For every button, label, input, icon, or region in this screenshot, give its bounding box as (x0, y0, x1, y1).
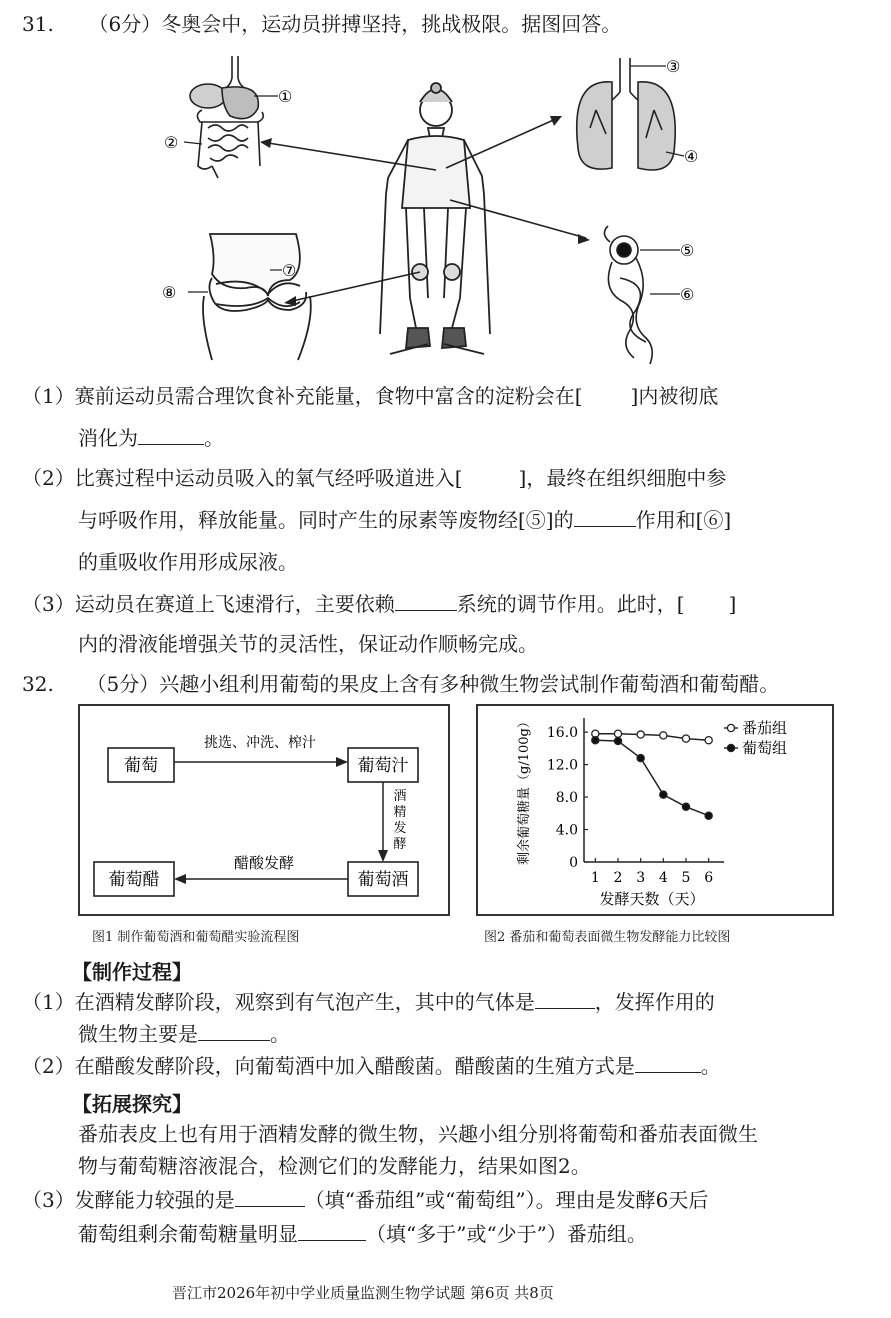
nephron-illustration (604, 226, 652, 364)
q32-sub1-text-a: 在酒精发酵阶段，观察到有气泡产生，其中的气体是 (74, 990, 535, 1014)
label-8: ⑧ (162, 283, 177, 302)
chart-point (614, 730, 621, 737)
q31-sub3-text-d: 内的滑液能增强关节的灵活性，保证动作顺畅完成。 (78, 632, 538, 656)
q31-sub2-text-c: 与呼吸作用，释放能量。同时产生的尿素等废物经[⑤]的 (78, 508, 574, 532)
lungs-illustration (577, 58, 676, 170)
chart-point (660, 791, 667, 798)
q32-sub3-answer-blank-2[interactable] (298, 1218, 366, 1241)
q31-sub2-text-e: 的重吸收作用形成尿液。 (78, 550, 298, 574)
q32-sub2-number: （2） (22, 1054, 75, 1078)
q31-sub1-text-d: 。 (204, 426, 224, 450)
q32-sub3-text-c: 葡萄组剩余葡萄糖量明显 (78, 1222, 298, 1246)
flow-juice-label: 葡萄汁 (357, 756, 409, 776)
q31-sub3-answer-blank[interactable] (395, 588, 457, 611)
q32-sub3-line2 (78, 1218, 647, 1250)
chart-legend-marker (727, 744, 734, 751)
chart-point (705, 737, 712, 744)
q32-sub1-number: （1） (22, 990, 75, 1014)
q32-header (22, 668, 779, 700)
q32-title: （5分）兴趣小组利用葡萄的果皮上含有多种微生物尝试制作葡萄酒和葡萄醋。 (86, 672, 780, 696)
q32-sub3-number: （3） (22, 1188, 75, 1212)
q31-header (22, 8, 621, 40)
label-7: ⑦ (282, 261, 297, 280)
digestive-system-illustration (190, 56, 263, 178)
label-6: ⑥ (680, 285, 695, 304)
label-2: ② (164, 133, 179, 152)
figure2-caption: 图2 番茄和葡萄表面微生物发酵能力比较图 (484, 930, 731, 945)
chart-x-tick-label: 1 (590, 870, 600, 886)
flow-arrow-bottom-label: 醋酸发酵 (233, 854, 295, 872)
q31-sub3-number: （3） (22, 592, 75, 616)
skier-illustration (380, 83, 490, 354)
q31-sub1-line1 (22, 380, 718, 412)
q31-sub2-text-a: 比赛过程中运动员吸入的氧气经呼吸道进入[ (74, 466, 463, 490)
q32-explore-line2: 物与葡萄糖溶液混合，检测它们的发酵能力，结果如图2。 (78, 1154, 591, 1178)
flow-arrow-right-char-4: 酵 (393, 837, 407, 852)
chart-point (637, 731, 644, 738)
q31-sub3-text-a: 运动员在赛道上飞速滑行，主要依赖 (74, 592, 395, 616)
chart-x-tick-label: 3 (636, 870, 646, 886)
flow-arrow-right-char-1: 酒 (393, 789, 407, 804)
chart-legend-label: 葡萄组 (742, 739, 788, 757)
chart-point (637, 754, 644, 761)
chart-y-tick-label: 4.0 (555, 822, 578, 839)
q31-sub3-text-c: ] (728, 592, 737, 616)
q32-explore-line1: 番茄表皮上也有用于酒精发酵的微生物，兴趣小组分别将葡萄和番茄表面微生 (78, 1122, 758, 1146)
q31-sub2-number: （2） (22, 466, 75, 490)
q32-sub2-answer-blank[interactable] (635, 1050, 701, 1073)
q32-sub3-text-d: （填“多于”或“少于”）番茄组。 (366, 1222, 647, 1246)
q32-sub1-text-b: ，发挥作用的 (594, 990, 715, 1014)
chart-point (660, 732, 667, 739)
q32-sub1-line1 (22, 986, 715, 1018)
q31-sub1-answer-blank[interactable] (138, 422, 204, 445)
q31-sub3-line2 (78, 628, 538, 660)
q32-sub1-answer-blank-2[interactable] (198, 1018, 270, 1041)
chart-x-tick-label: 4 (658, 870, 668, 886)
chart-point (614, 737, 621, 744)
chart-point (592, 737, 599, 744)
chart-y-tick-label: 12.0 (546, 757, 578, 774)
q32-sub1-answer-blank-1[interactable] (535, 986, 595, 1009)
flow-grape-label: 葡萄 (124, 756, 158, 776)
q32-sub3-line1 (22, 1184, 708, 1216)
q32-sub1-text-d: 。 (270, 1022, 290, 1046)
flowchart-figure (78, 704, 450, 916)
q32-sub3-text-a: 发酵能力较强的是 (74, 1188, 235, 1212)
q31-sub2-line3 (78, 546, 298, 578)
chart-series (592, 730, 713, 819)
chart-legend-marker (727, 724, 734, 731)
chart-legend-label: 番茄组 (742, 719, 788, 737)
q31-sub3-line1 (22, 588, 736, 620)
q32-sub3-text-b: （填“番茄组”或“葡萄组”）。理由是发酵6天后 (304, 1188, 709, 1212)
q31-title: （6分）冬奥会中，运动员拼搏坚持，挑战极限。据图回答。 (88, 12, 622, 36)
q31-sub2-answer-blank[interactable] (574, 504, 636, 527)
figure1-caption: 图1 制作葡萄酒和葡萄醋实验流程图 (92, 930, 300, 945)
q32-sub1-line2 (78, 1018, 290, 1050)
q32-number: 32. (22, 672, 54, 696)
flow-wine-label: 葡萄酒 (357, 870, 409, 890)
q31-sub2-text-d: 作用和[⑥] (635, 508, 732, 532)
label-3: ③ (666, 57, 681, 76)
q31-sub1-line2 (78, 422, 224, 454)
q31-sub1-text-c: 消化为 (78, 426, 138, 450)
q31-sub1-text-a: 赛前运动员需合理饮食补充能量，食物中富含的淀粉会在[ (74, 384, 583, 408)
q31-number: 31. (22, 12, 54, 36)
flow-vinegar-label: 葡萄醋 (108, 870, 160, 890)
chart-point (705, 812, 712, 819)
section-make-process: 【制作过程】 (72, 960, 192, 984)
q32-sub2-line1 (22, 1050, 721, 1082)
chart-x-tick-label: 2 (613, 870, 623, 886)
q31-sub3-text-b: 系统的调节作用。此时，[ (456, 592, 685, 616)
chart-y-tick-label: 8.0 (555, 790, 578, 807)
chart-y-label: 剩余葡萄糖量（g/100g） (517, 715, 532, 865)
q31-sub1-text-b: ]内被彻底 (630, 384, 719, 408)
q32-sub2-text-b: 。 (700, 1054, 721, 1078)
chart-x-tick-label: 5 (681, 870, 691, 886)
q31-sub2-line1 (22, 462, 726, 494)
fermentation-chart (476, 704, 834, 916)
label-5: ⑤ (680, 241, 695, 260)
flow-arrow-right-char-2: 精 (393, 805, 407, 820)
q31-sub2-text-b: ]，最终在组织细胞中参 (518, 466, 727, 490)
q31-figure (150, 48, 750, 366)
flow-arrow-top-label: 挑选、冲洗、榨汁 (204, 735, 316, 751)
q31-sub1-number: （1） (22, 384, 75, 408)
chart-point (682, 803, 689, 810)
q32-sub2-text-a: 在醋酸发酵阶段，向葡萄酒中加入醋酸菌。醋酸菌的生殖方式是 (74, 1054, 635, 1078)
q32-sub1-text-c: 微生物主要是 (78, 1022, 198, 1046)
q32-sub3-answer-blank-1[interactable] (235, 1184, 305, 1207)
chart-series-line (595, 734, 708, 740)
chart-point (682, 735, 689, 742)
chart-legend (724, 719, 787, 757)
chart-y-tick-label: 0 (569, 855, 578, 871)
chart-y-ticks (547, 725, 588, 871)
page-footer: 晋江市2026年初中学业质量监测生物学试题 第6页 共8页 (172, 1284, 554, 1302)
label-4: ④ (684, 147, 699, 166)
chart-x-tick-label: 6 (704, 870, 714, 886)
chart-series-line (595, 740, 708, 815)
chart-y-tick-label: 16.0 (546, 725, 578, 742)
section-explore: 【拓展探究】 (72, 1092, 192, 1116)
chart-x-label: 发酵天数（天） (599, 890, 705, 908)
q31-sub2-line2 (78, 504, 731, 536)
label-1: ① (278, 87, 293, 106)
flow-arrow-right-char-3: 发 (393, 821, 407, 836)
